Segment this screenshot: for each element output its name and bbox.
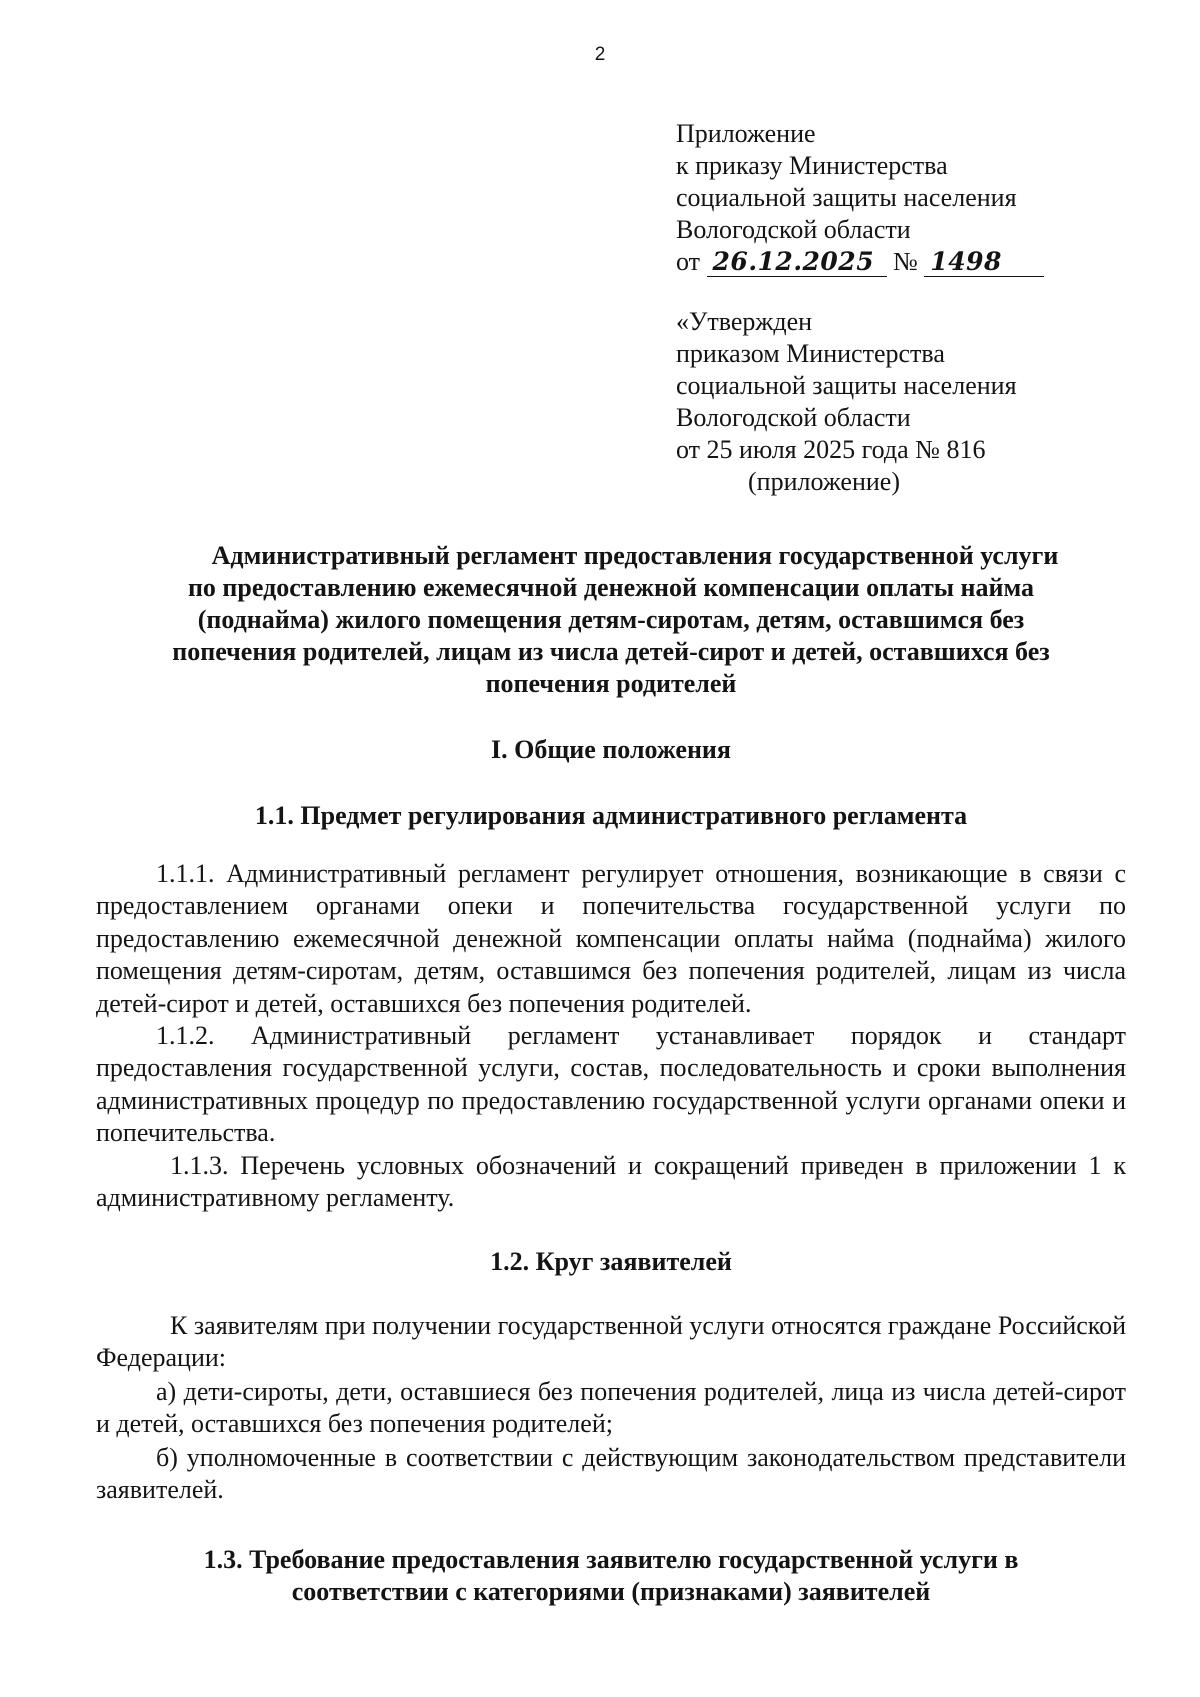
handwritten-number: 1498 xyxy=(924,248,1044,277)
paragraph xyxy=(96,1150,1126,1215)
paragraph-text: 1.1.3. Перечень условных обозначений и сокращений приведен в приложении 1 к административному регламенту. xyxy=(96,1151,1126,1213)
paragraph xyxy=(96,1310,1126,1375)
approved-line: от 25 июля 2025 года № 816 xyxy=(676,435,986,464)
handwritten-date: 26.12.2025 xyxy=(707,248,887,277)
approved-note: (приложение) xyxy=(748,467,901,496)
approved-line: Вологодской области xyxy=(676,403,911,432)
paragraph-text: а) дети-сироты, дети, оставшиеся без попечения родителей, лица из числа детей-сирот и детей, оставшихся без попечения родителей; xyxy=(96,1377,1126,1439)
section-heading: I. Общие положения xyxy=(491,735,731,764)
appendix-block xyxy=(676,118,1096,278)
subsection-heading: 1.1. Предмет регулирования административного регламента xyxy=(254,801,968,830)
title-line: (поднайма) жилого помещения детям-сиротам, детям, оставшимся без xyxy=(197,605,1025,634)
appendix-order-line xyxy=(676,246,1096,278)
subsection-heading: 1.2. Круг заявителей xyxy=(490,1247,732,1276)
paragraph xyxy=(96,1442,1126,1507)
appendix-line: Вологодской области xyxy=(676,215,911,244)
appendix-line: социальной защиты населения xyxy=(676,183,1017,212)
paragraph-text: 1.1.1. Административный регламент регулирует отношения, возникающие в связи с предоставлением органами опеки и попечительства государственной услуги по предоставлению ежемесячной денежной компенсации оплаты найма (поднайма) жилого помещения детям-сиротам, детям, оставшимся без попечения родителей, лицам из числа детей-сирот и детей, оставшихся без попечения родителей. xyxy=(96,859,1126,1018)
appendix-line: Приложение xyxy=(676,119,816,148)
subsection-heading xyxy=(96,1544,1126,1608)
title-line: попечения родителей, лицам из числа детей-сирот и детей, оставшихся без xyxy=(172,637,1050,666)
approved-block xyxy=(676,306,1096,498)
from-label: от xyxy=(676,247,701,276)
title-line: Административный регламент предоставления государственной услуги xyxy=(211,541,1059,570)
paragraph-text: К заявителям при получении государственной услуги относятся граждане Российской Федерации: xyxy=(96,1311,1126,1373)
approved-line: социальной защиты населения xyxy=(676,371,1017,400)
document-title xyxy=(96,540,1126,700)
paragraph xyxy=(96,858,1126,1020)
paragraph-text: б) уполномоченные в соответствии с действующим законодательством представители заявителей. xyxy=(96,1443,1126,1505)
number-label: № xyxy=(893,247,918,276)
title-line: по предоставлению ежемесячной денежной компенсации оплаты найма xyxy=(187,573,1035,602)
heading-line: 1.3. Требование предоставления заявителю государственной услуги в xyxy=(203,1545,1019,1574)
approved-line: приказом Министерства xyxy=(676,339,945,368)
paragraph xyxy=(96,1376,1126,1441)
appendix-line: к приказу Министерства xyxy=(676,151,948,180)
heading-line: соответствии с категориями (признаками) заявителей xyxy=(291,1577,931,1606)
approved-line: «Утвержден xyxy=(676,307,813,336)
page-number: 2 xyxy=(594,44,606,65)
paragraph xyxy=(96,1020,1126,1150)
title-line: попечения родителей xyxy=(485,669,737,698)
paragraph-text: 1.1.2. Административный регламент устанавливает порядок и стандарт предоставления государственной услуги, состав, последовательность и сроки выполнения административных процедур по предоставлению государственной услуги органами опеки и попечительства. xyxy=(96,1021,1126,1148)
